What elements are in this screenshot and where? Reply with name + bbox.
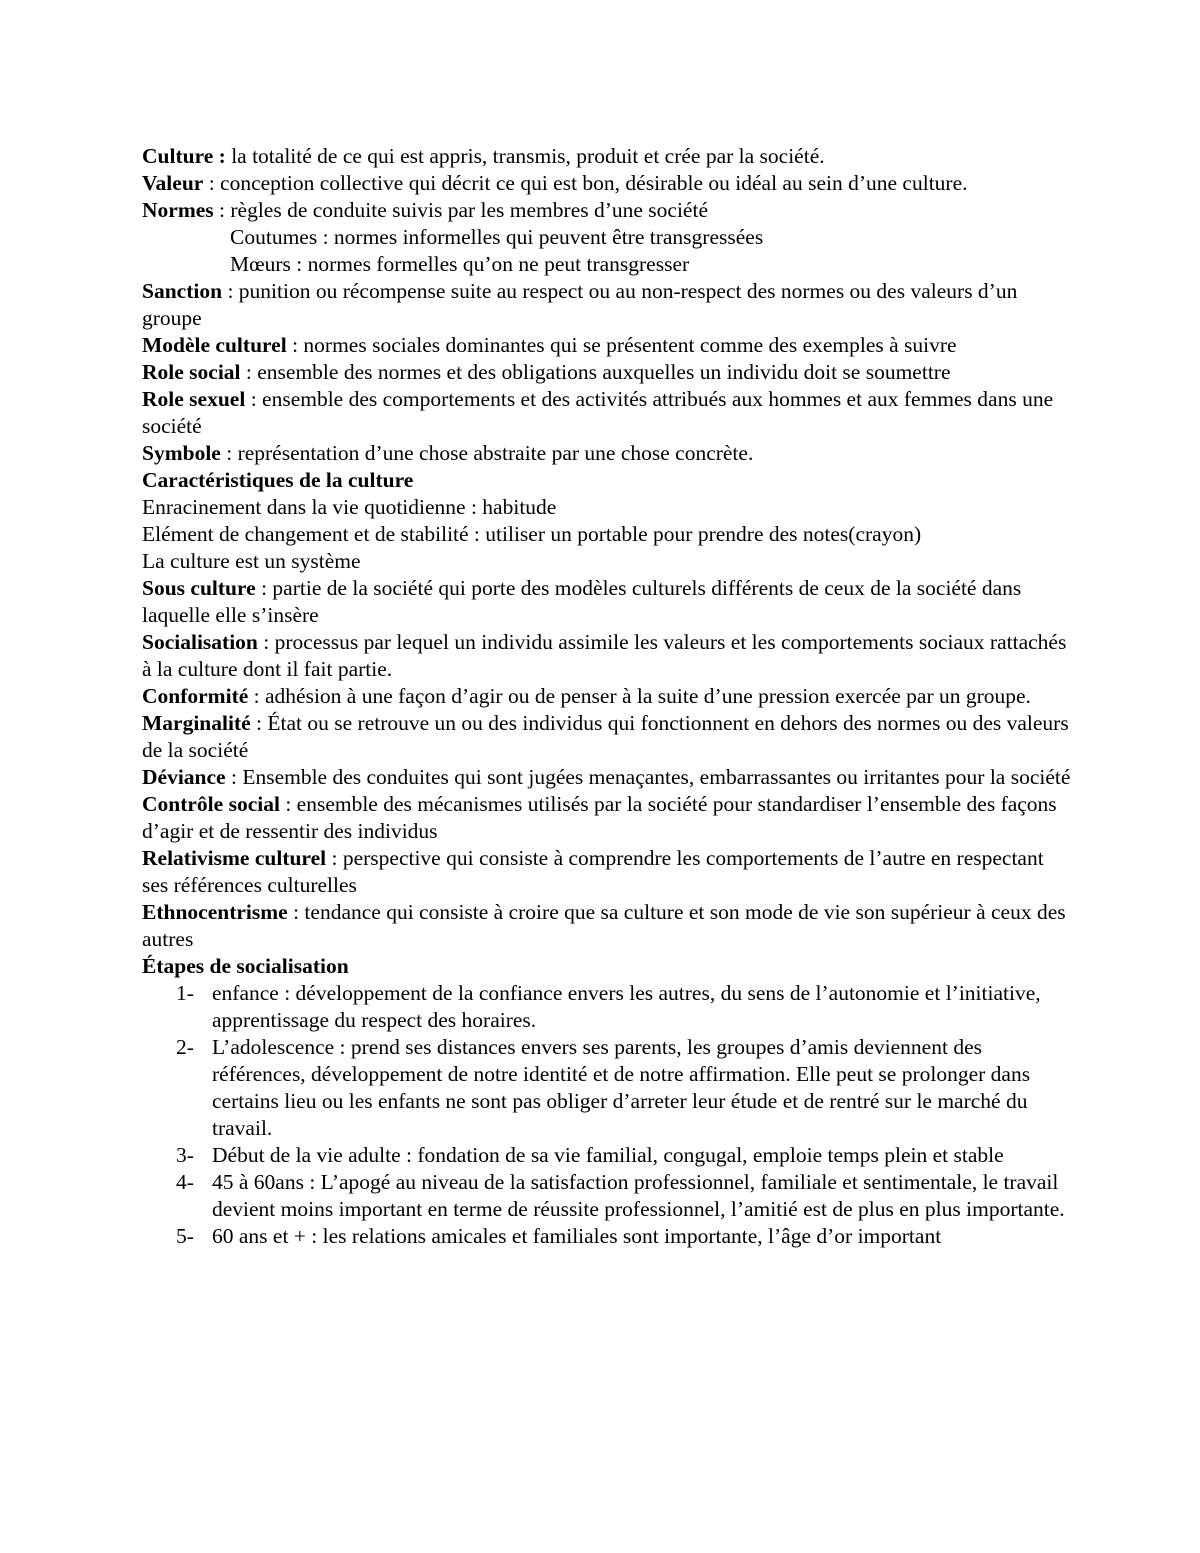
definition-controle-social xyxy=(142,791,1072,845)
definition-text: : punition ou récompense suite au respect ou au non-respect des normes ou des valeurs d’un groupe xyxy=(142,279,1018,330)
definition-text: : ensemble des comportements et des activités attribués aux hommes et aux femmes dans une société xyxy=(142,387,1054,438)
definition-text: : ensemble des mécanismes utilisés par la société pour standardiser l’ensemble des façons d’agir et de ressentir des individus xyxy=(142,792,1057,843)
definition-role-social xyxy=(142,359,1072,386)
characteristic-item: Enracinement dans la vie quotidienne : habitude xyxy=(142,495,557,519)
definition-deviance xyxy=(142,764,1072,791)
definition-text: : adhésion à une façon d’agir ou de penser à la suite d’une pression exercée par un groupe. xyxy=(248,684,1031,708)
list-item xyxy=(142,1169,1072,1223)
characteristic-item: La culture est un système xyxy=(142,549,361,573)
stages-list xyxy=(142,980,1072,1250)
definition-term: Modèle culturel xyxy=(142,333,287,357)
definition-term: Relativisme culturel xyxy=(142,846,327,870)
definition-sanction xyxy=(142,278,1072,332)
definition-role-sexuel xyxy=(142,386,1072,440)
definition-text: : partie de la société qui porte des modèles culturels différents de ceux de la société dans laquelle elle s’insère xyxy=(142,576,1022,627)
definition-term: Marginalité xyxy=(142,711,251,735)
definition-term: Culture : xyxy=(142,144,226,168)
definition-text: : règles de conduite suivis par les membres d’une société xyxy=(213,198,708,222)
definition-term: Role social xyxy=(142,360,241,384)
list-item xyxy=(142,1142,1072,1169)
list-text: enfance : développement de la confiance envers les autres, du sens de l’autonomie et l’initiative, apprentissage du respect des horaires. xyxy=(212,981,1041,1032)
document-page xyxy=(142,143,1072,1250)
list-number: 4- xyxy=(176,1170,194,1194)
definition-text: : normes sociales dominantes qui se présentent comme des exemples à suivre xyxy=(286,333,957,357)
definition-term: Contrôle social xyxy=(142,792,280,816)
definition-term: Sous culture xyxy=(142,576,256,600)
definition-conformite xyxy=(142,683,1072,710)
stages-heading: Étapes de socialisation xyxy=(142,954,349,978)
definition-text: : tendance qui consiste à croire que sa culture et son mode de vie son supérieur à ceux des autres xyxy=(142,900,1066,951)
list-number: 3- xyxy=(176,1143,194,1167)
list-item xyxy=(142,1034,1072,1142)
list-text: 60 ans et + : les relations amicales et familiales sont importante, l’âge d’or important xyxy=(212,1224,942,1248)
definition-ethnocentrisme xyxy=(142,899,1072,953)
definition-normes xyxy=(142,197,1072,224)
characteristics-heading: Caractéristiques de la culture xyxy=(142,468,414,492)
definition-text: : Ensemble des conduites qui sont jugées menaçantes, embarrassantes ou irritantes pour la société xyxy=(225,765,1071,789)
definition-term: Valeur xyxy=(142,171,204,195)
definition-sous-culture xyxy=(142,575,1072,629)
list-item xyxy=(142,980,1072,1034)
definition-term: Déviance xyxy=(142,765,226,789)
list-number: 5- xyxy=(176,1224,194,1248)
definition-term: Symbole xyxy=(142,441,221,465)
definition-term: Role sexuel xyxy=(142,387,246,411)
definition-term: Socialisation xyxy=(142,630,258,654)
definition-marginalite xyxy=(142,710,1072,764)
definition-text: : représentation d’une chose abstraite par une chose concrète. xyxy=(220,441,754,465)
definition-text: : ensemble des normes et des obligations auxquelles un individu doit se soumettre xyxy=(240,360,951,384)
list-number: 1- xyxy=(176,981,194,1005)
list-item xyxy=(142,1223,1072,1250)
definition-text: : État ou se retrouve un ou des individus qui fonctionnent en dehors des normes ou des valeurs de la société xyxy=(142,711,1069,762)
definition-term: Ethnocentrisme xyxy=(142,900,288,924)
list-text: L’adolescence : prend ses distances envers ses parents, les groupes d’amis deviennent des références, développement de notre identité et de notre affirmation. Elle peut se prolonger dans certains lieu ou les enfants ne sont pas obliger d’arreter leur étude et de rentré sur le marché du travail. xyxy=(212,1035,1031,1140)
definition-text: : conception collective qui décrit ce qui est bon, désirable ou idéal au sein d’une culture. xyxy=(203,171,968,195)
list-text: 45 à 60ans : L’apogé au niveau de la satisfaction professionnel, familiale et sentimentale, le travail devient moins important en terme de réussite professionnel, l’amitié est de plus en plus importante. xyxy=(212,1170,1065,1221)
list-number: 2- xyxy=(176,1035,194,1059)
definition-modele-culturel xyxy=(142,332,1072,359)
list-text: Début de la vie adulte : fondation de sa vie familial, congugal, emploie temps plein et stable xyxy=(212,1143,1004,1167)
definition-term: Normes xyxy=(142,198,214,222)
definition-text: la totalité de ce qui est appris, transmis, produit et crée par la société. xyxy=(225,144,825,168)
definition-text: : perspective qui consiste à comprendre les comportements de l’autre en respectant ses références culturelles xyxy=(142,846,1044,897)
definition-term: Conformité xyxy=(142,684,249,708)
definition-text: : processus par lequel un individu assimile les valeurs et les comportements sociaux rattachés à la culture dont il fait partie. xyxy=(142,630,1067,681)
definition-valeur xyxy=(142,170,1072,197)
definition-term: Sanction xyxy=(142,279,223,303)
characteristic-item: Elément de changement et de stabilité : utiliser un portable pour prendre des notes(crayon) xyxy=(142,522,922,546)
norm-type-moeurs: Mœurs : normes formelles qu’on ne peut transgresser xyxy=(230,252,690,276)
norm-type-coutumes: Coutumes : normes informelles qui peuvent être transgressées xyxy=(230,225,764,249)
definition-culture xyxy=(142,143,1072,170)
definition-relativisme-culturel xyxy=(142,845,1072,899)
definition-socialisation xyxy=(142,629,1072,683)
definition-symbole xyxy=(142,440,1072,467)
